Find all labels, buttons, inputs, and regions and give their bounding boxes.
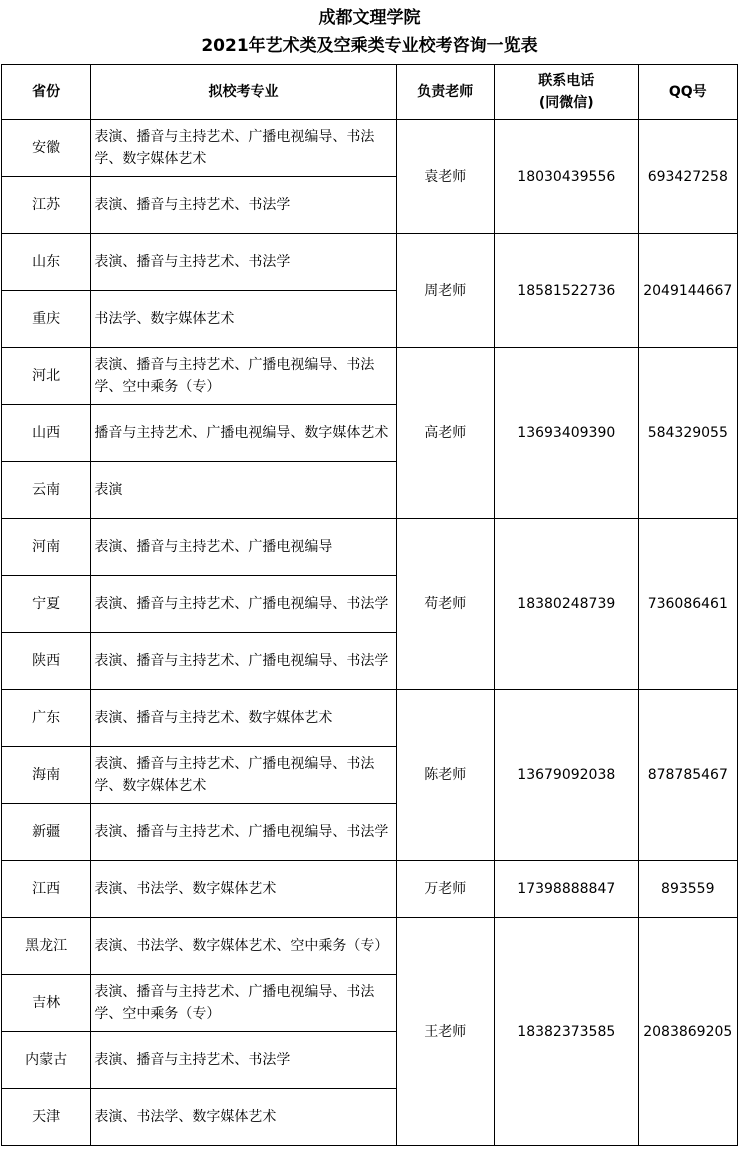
table-row bbox=[2, 861, 738, 918]
province-cell: 广东 bbox=[2, 690, 91, 747]
document-header bbox=[0, 0, 739, 64]
province-cell: 河南 bbox=[2, 519, 91, 576]
major-cell: 播音与主持艺术、广播电视编导、数字媒体艺术 bbox=[91, 405, 396, 462]
major-cell: 表演、播音与主持艺术、广播电视编导、书法学、空中乘务（专） bbox=[91, 975, 396, 1032]
header-major: 拟校考专业 bbox=[91, 65, 396, 120]
header-phone-line1: 联系电话 bbox=[538, 73, 595, 89]
major-cell: 表演、播音与主持艺术、广播电视编导 bbox=[91, 519, 396, 576]
province-cell: 山东 bbox=[2, 234, 91, 291]
table-row bbox=[2, 690, 738, 747]
province-cell: 海南 bbox=[2, 747, 91, 804]
consultation-table bbox=[1, 64, 738, 1146]
phone-cell: 18030439556 bbox=[494, 120, 638, 234]
province-cell: 天津 bbox=[2, 1089, 91, 1146]
header-phone bbox=[494, 65, 638, 120]
province-cell: 宁夏 bbox=[2, 576, 91, 633]
major-cell: 表演、播音与主持艺术、广播电视编导、书法学、空中乘务（专） bbox=[91, 348, 396, 405]
document-title-line1: 成都文理学院 bbox=[318, 8, 421, 28]
table-row bbox=[2, 120, 738, 177]
major-cell: 表演、播音与主持艺术、广播电视编导、书法学 bbox=[91, 576, 396, 633]
major-cell: 表演、播音与主持艺术、数字媒体艺术 bbox=[91, 690, 396, 747]
province-cell: 云南 bbox=[2, 462, 91, 519]
phone-cell: 18382373585 bbox=[494, 918, 638, 1146]
major-cell: 表演、播音与主持艺术、广播电视编导、书法学、数字媒体艺术 bbox=[91, 747, 396, 804]
major-cell: 表演、播音与主持艺术、广播电视编导、书法学、数字媒体艺术 bbox=[91, 120, 396, 177]
major-cell: 表演、书法学、数字媒体艺术、空中乘务（专） bbox=[91, 918, 396, 975]
teacher-cell: 王老师 bbox=[396, 918, 494, 1146]
major-cell: 表演、播音与主持艺术、广播电视编导、书法学 bbox=[91, 633, 396, 690]
teacher-cell: 陈老师 bbox=[396, 690, 494, 861]
teacher-cell: 袁老师 bbox=[396, 120, 494, 234]
province-cell: 江苏 bbox=[2, 177, 91, 234]
table-row bbox=[2, 519, 738, 576]
phone-cell: 17398888847 bbox=[494, 861, 638, 918]
province-cell: 吉林 bbox=[2, 975, 91, 1032]
major-cell: 书法学、数字媒体艺术 bbox=[91, 291, 396, 348]
phone-cell: 18380248739 bbox=[494, 519, 638, 690]
qq-cell: 693427258 bbox=[638, 120, 737, 234]
qq-cell: 878785467 bbox=[638, 690, 737, 861]
document-title-line2: 2021年艺术类及空乘类专业校考咨询一览表 bbox=[201, 36, 538, 56]
table-row bbox=[2, 918, 738, 975]
teacher-cell: 苟老师 bbox=[396, 519, 494, 690]
table-row bbox=[2, 234, 738, 291]
province-cell: 黑龙江 bbox=[2, 918, 91, 975]
major-cell: 表演、播音与主持艺术、书法学 bbox=[91, 1032, 396, 1089]
teacher-cell: 高老师 bbox=[396, 348, 494, 519]
province-cell: 新疆 bbox=[2, 804, 91, 861]
major-cell: 表演、播音与主持艺术、广播电视编导、书法学 bbox=[91, 804, 396, 861]
major-cell: 表演、书法学、数字媒体艺术 bbox=[91, 861, 396, 918]
phone-cell: 18581522736 bbox=[494, 234, 638, 348]
major-cell: 表演、播音与主持艺术、书法学 bbox=[91, 234, 396, 291]
province-cell: 河北 bbox=[2, 348, 91, 405]
major-cell: 表演、播音与主持艺术、书法学 bbox=[91, 177, 396, 234]
phone-cell: 13693409390 bbox=[494, 348, 638, 519]
major-cell: 表演 bbox=[91, 462, 396, 519]
qq-cell: 2049144667 bbox=[638, 234, 737, 348]
teacher-cell: 周老师 bbox=[396, 234, 494, 348]
province-cell: 江西 bbox=[2, 861, 91, 918]
table-body bbox=[2, 120, 738, 1146]
qq-cell: 2083869205 bbox=[638, 918, 737, 1146]
province-cell: 山西 bbox=[2, 405, 91, 462]
header-province: 省份 bbox=[2, 65, 91, 120]
table-header-row bbox=[2, 65, 738, 120]
header-teacher: 负责老师 bbox=[396, 65, 494, 120]
qq-cell: 584329055 bbox=[638, 348, 737, 519]
province-cell: 陕西 bbox=[2, 633, 91, 690]
province-cell: 重庆 bbox=[2, 291, 91, 348]
table-row bbox=[2, 348, 738, 405]
header-qq: QQ号 bbox=[638, 65, 737, 120]
phone-cell: 13679092038 bbox=[494, 690, 638, 861]
province-cell: 内蒙古 bbox=[2, 1032, 91, 1089]
major-cell: 表演、书法学、数字媒体艺术 bbox=[91, 1089, 396, 1146]
teacher-cell: 万老师 bbox=[396, 861, 494, 918]
header-phone-line2: (同微信) bbox=[538, 95, 594, 111]
province-cell: 安徽 bbox=[2, 120, 91, 177]
qq-cell: 736086461 bbox=[638, 519, 737, 690]
qq-cell: 893559 bbox=[638, 861, 737, 918]
